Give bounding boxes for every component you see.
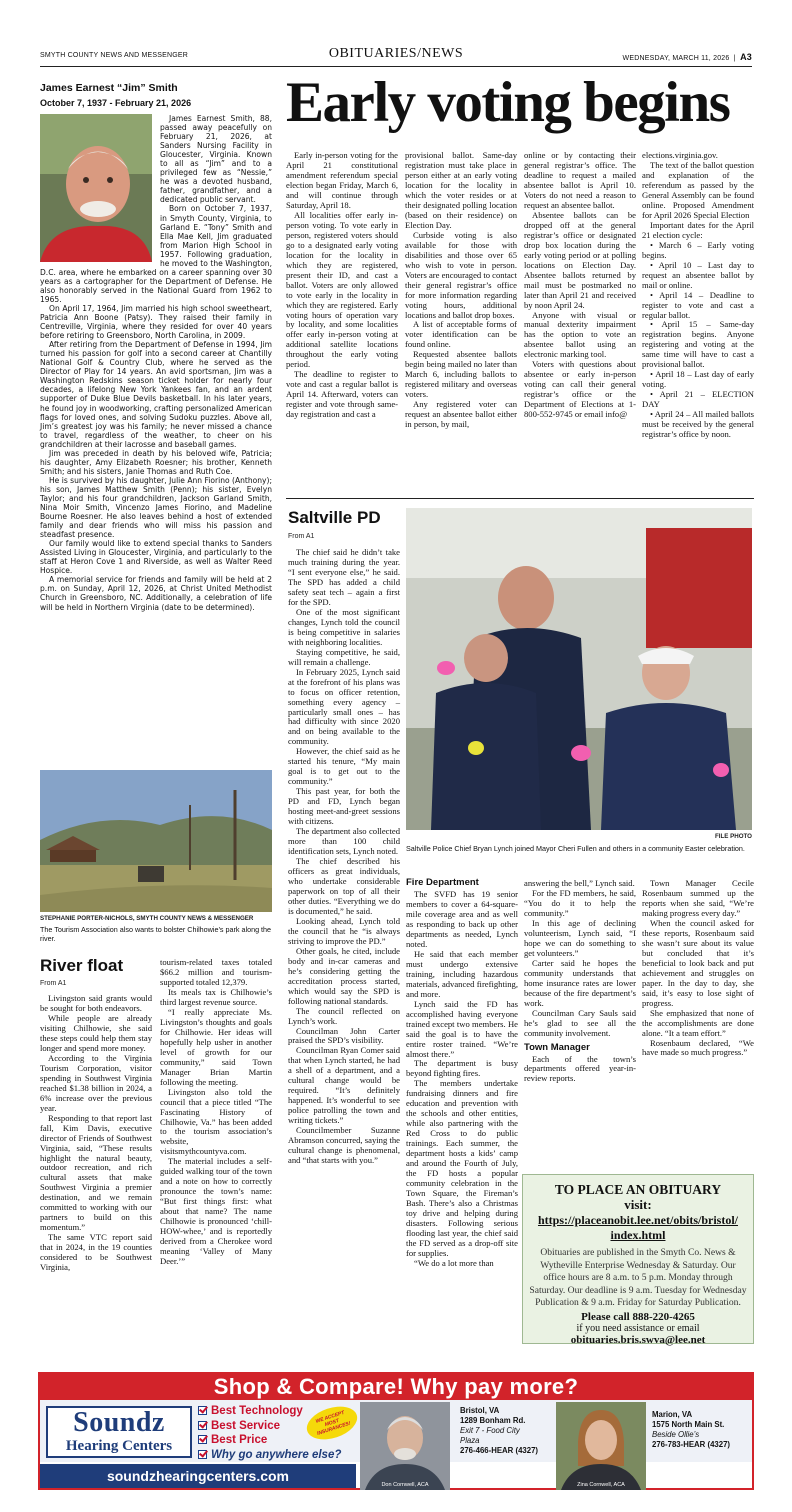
- river-float-headline: River float: [40, 956, 124, 975]
- river-paragraph: The same VTC report said that in 2024, in the 19 counties considered to be Southwest Virginia,: [40, 1232, 152, 1273]
- saltville-paragraph: The SVFD has 19 senior members to cover a 64-square-mile coverage area and as well as responding to back up other departments as needed, Lynch noted.: [406, 889, 518, 949]
- river-col-2: [160, 958, 272, 1267]
- bullet-text: Why go anywhere else?: [211, 1448, 342, 1461]
- park-image: [40, 770, 272, 912]
- saltville-headline: Saltville PD: [288, 508, 381, 527]
- page-folio: WEDNESDAY, MARCH 11, 2026 | A3: [622, 52, 752, 62]
- bristol-note: Exit 7 - Food City: [460, 1426, 520, 1435]
- obit-dates: October 7, 1937 - February 21, 2026: [40, 98, 192, 108]
- voting-paragraph: The text of the ballot question and explanation of the referendum as passed by the General Assembly can be found online. Proposed Amendment for April 2026 Special Election: [642, 159, 754, 220]
- bristol-note: Plaza: [460, 1436, 480, 1445]
- voting-paragraph: Requested absentee ballots begin being mailed no later than March 6, including ballots to registered military and overseas voters.: [405, 349, 517, 400]
- saltville-col-3: [524, 879, 636, 1084]
- insurance-badge: WE ACCEPT MOST INSURANCES!: [303, 1401, 362, 1446]
- marion-address: 1575 North Main St.: [652, 1420, 725, 1429]
- voting-paragraph: Early in-person voting for the April 21 constitutional amendment referendum special election began Friday, March 6, and will continue through Saturday, April 18.: [286, 150, 398, 210]
- saltville-photo: [406, 508, 752, 830]
- ad-banner: Shop & Compare! Why pay more?: [40, 1374, 752, 1400]
- zina-portrait: [556, 1402, 646, 1490]
- saltville-paragraph: The council reflected on Lynch’s work.: [288, 1005, 400, 1026]
- saltville-paragraph: Councilman Ryan Comer said that when Lynch started, he had a shell of a department, and a cultural change would be required. “It’s definitely happened. It’s wonderful to see police patrolling the town and writing tickets.”: [288, 1045, 400, 1126]
- zina-name: Zina Cornwell, ACA: [577, 1482, 625, 1488]
- fire-department-heading: Fire Department: [406, 877, 479, 888]
- paper-name: SMYTH COUNTY NEWS AND MESSENGER: [40, 52, 189, 59]
- saltville-paragraph: Staying competitive, he said, will remain a challenge.: [288, 646, 400, 667]
- river-paragraph: The material includes a self-guided walking tour of the town and a note on how to correctly pronounce the town’s name: “But first things first: what about that name? The name Chilhowie is pronounced ‘chill-HOW-whee,’ and is reportedly derived from a Cherokee word meaning ‘Valley of Many Deer.’”: [160, 1156, 272, 1267]
- river-paragraph: tourism-related taxes totaled $66.2 million and tourism-supported totaled 12,379.: [160, 957, 272, 987]
- don-name: Don Cornwell, ACA: [381, 1482, 429, 1488]
- saltville-caption: Saltville Police Chief Bryan Lynch joined Mayor Cheri Fullen and others in a community Easter celebration.: [406, 844, 745, 853]
- voting-paragraph: Absentee ballots can be dropped off at the general registrar’s office or designated drop box location during the early voting period or at polling locations on Election Day. Absentee ballots returned by mail must be postmarked no later than April 21 and received by noon April 24.: [524, 209, 636, 310]
- bullet-text: Best Price: [211, 1434, 268, 1446]
- voting-paragraph: • April 14 – Deadline to register to vote and cast a regular ballot.: [642, 289, 754, 320]
- issue-date: WEDNESDAY, MARCH 11, 2026: [622, 55, 730, 62]
- obit-box-link[interactable]: https://placeanobit.lee.net/obits/bristol/index.html: [537, 1213, 738, 1243]
- river-paragraph: Livingston said grants would be sought for both endeavors.: [40, 993, 152, 1013]
- obit-paragraph: A memorial service for friends and family will be held at 2 p.m. on Sunday, April 12, 2026, at Christ United Methodist Church in Greensboro, NC. Additionally, a celebration of life will be held in Northern Virginia (date to be determined).: [40, 575, 272, 612]
- saltville-paragraph: Carter said he hopes the community understands that home insurance rates are lower because of the fire department’s work.: [524, 957, 636, 1008]
- town-manager-heading: Town Manager: [524, 1041, 590, 1053]
- checkbox-icon: [198, 1406, 207, 1415]
- voting-paragraph: • April 24 – All mailed ballots must be received by the general registrar’s office by noon.: [642, 409, 754, 440]
- saltville-col-1: [288, 548, 400, 1166]
- saltville-paragraph: Councilmember Suzanne Abramson concurred, saying the cultural change is phenomenal, and “that starts with you.”: [288, 1125, 400, 1166]
- saltville-paragraph: He said that each member must undergo extensive training, including hazardous materials, advanced firefighting, and more.: [406, 948, 518, 999]
- voting-paragraph: elections.virginia.gov.: [642, 150, 718, 160]
- obit-box-assist: if you need assistance or email: [576, 1322, 700, 1334]
- saltville-paragraph: For the FD members, he said, “You do it to help the community.”: [524, 887, 636, 918]
- saltville-paragraph: answering the bell,” Lynch said.: [524, 878, 635, 888]
- marion-location: [652, 1410, 730, 1450]
- obit-paragraph: On April 17, 1964, Jim married his high school sweetheart, Patricia Ann Boone (Patsy). They raised their family in Centreville, Virginia, where they resided for over 40 years before retiring to Greensboro, North Carolina, in 2009.: [40, 303, 272, 341]
- easter-photo-image: [406, 508, 752, 830]
- voting-col-2: [405, 151, 517, 430]
- saltville-col-4: [642, 879, 754, 1058]
- saltville-paragraph: However, the chief said as he started his tenure, “My main goal is to get out to the community.”: [288, 746, 400, 787]
- marion-phone: 276-783-HEAR (4327): [652, 1440, 731, 1449]
- obit-paragraph: Our family would like to extend special thanks to Sanders Assisted Living in Gloucester, Virginia, and particularly to the staff at Heron Cove 1 and Riverside, as well as Walter Reed Hospice.: [40, 539, 272, 576]
- obituary: [40, 82, 272, 612]
- logo-subtitle: Hearing Centers: [65, 1438, 173, 1454]
- river-float-from: From A1: [40, 980, 67, 987]
- voting-bottom-rule: [286, 498, 754, 499]
- saltville-paragraph: Each of the town’s departments offered year-in-review reports.: [524, 1053, 636, 1084]
- river-paragraph: According to the Virginia Tourism Corporation, visitor spending in Southwest Virginia reached $1.38 billion in 2024, a 6% increase over the previous year.: [40, 1052, 152, 1113]
- saltville-paragraph: The department also collected more than 100 child identification sets, Lynch noted.: [288, 826, 400, 857]
- voting-paragraph: • April 18 – Last day of early voting.: [642, 369, 754, 390]
- logo-brand: Soundz: [73, 1407, 165, 1438]
- soundz-logo: [46, 1406, 192, 1458]
- don-photo: [360, 1402, 450, 1490]
- soundz-ad: [38, 1372, 754, 1490]
- voting-col-3: [524, 151, 636, 420]
- river-paragraph: While people are already visiting Chilhowie, she said these steps could help them stay longer and spend more money.: [40, 1012, 152, 1053]
- obit-box-phone: Please call 888-220-4265: [581, 1310, 695, 1323]
- saltville-paragraph: The chief said he didn’t take much training during the year. “I sent everyone else,” he said. The SPD has added a child safety seat tech – again a first for the SPD.: [288, 547, 400, 607]
- river-paragraph: “I really appreciate Ms. Livingston’s thoughts and goals for Chilhowie. Her ideas will hopefully help usher in another level of growth for our community,” said Town Manager Brian Martin following the meeting.: [160, 1006, 272, 1087]
- header-rule: [40, 66, 752, 67]
- bristol-address: 1289 Bonham Rd.: [460, 1416, 526, 1425]
- portrait-image: [40, 114, 152, 262]
- voting-paragraph: Voters with questions about absentee or early in-person voting can call their general registrar’s office or the Department of Elections at 1-800-552-9745 or email info@: [524, 359, 636, 420]
- bullet-text: Best Service: [211, 1419, 281, 1432]
- river-paragraph: Livingston also told the council that a piece titled “The Fascinating History of Chilhowie, Va.” has been added to the tourism association’s website, visitsmythcountyva.com.: [160, 1086, 272, 1157]
- saltville-paragraph: Town Manager Cecile Rosenbaum summed up the reports when she said, “We’re making progress every day.”: [642, 878, 754, 918]
- saltville-paragraph: She emphasized that none of the accomplishments are done alone. “It a team effort.”: [642, 1007, 754, 1038]
- obit-box-title: TO PLACE AN OBITUARY: [554, 1182, 722, 1197]
- voting-paragraph: Curbside voting is also available for those with disabilities and those over 65 who wish to vote in person. Voters are encouraged to contact their general registrar’s office for more information regarding voting hours, additional locations and ballot drop boxes.: [405, 229, 517, 320]
- voting-paragraph: • April 15 – Same-day registration begins. Anyone registering and voting at the same time will have to cast a provisional ballot.: [642, 319, 754, 370]
- checkbox-icon: [198, 1450, 207, 1459]
- saltville-paragraph: When the council asked for these reports, Rosenbaum said she wasn’t sure about its value but concluded that it’s beneficial to look back and put achievement and struggles on paper. In the day to day, she said, it’s easy to lose sight of progress.: [642, 917, 754, 1008]
- river-paragraph: Responding to that report last fall, Kim Davis, executive director of Friends of Southwest Virginia, said, “These results highlight the natural beauty, outdoor recreation, and rich cultural assets that make Southwest Virginia a premier destination, and we remain committed to working with our partners to build on this momentum.”: [40, 1112, 152, 1233]
- voting-paragraph: • April 10 – Last day to request an absentee ballot by mail or online.: [642, 259, 754, 290]
- saltville-paragraph: Looking ahead, Lynch told the council that he “is always striving to improve the PD.”: [288, 915, 400, 946]
- saltville-paragraph: The chief described his officers as great individuals, who undertake considerable paperwork on top of all their other duties. “Everything we do is documented,” he said.: [288, 856, 400, 916]
- ad-website[interactable]: soundzhearingcenters.com: [40, 1464, 356, 1488]
- saltville-paragraph: This past year, for both the PD and FD, Lynch began hosting meet-and-greet sessions with citizens.: [288, 786, 400, 827]
- voting-paragraph: The deadline to register to vote and cast a regular ballot is April 14. Afterward, voters can register and vote through same-day registration and cast a: [286, 369, 398, 420]
- saltville-paragraph: Councilman Cary Sauls said he’s glad to see all the community involvement.: [524, 1007, 636, 1038]
- obit-box-email[interactable]: obituaries.bris.swva@lee.net: [570, 1333, 706, 1346]
- voting-paragraph: Important dates for the April 21 election cycle:: [642, 219, 754, 240]
- saltville-from: From A1: [288, 533, 315, 540]
- section-title: OBITUARIES/NEWS: [328, 46, 464, 61]
- bristol-phone: 276-466-HEAR (4327): [460, 1446, 539, 1455]
- saltville-paragraph: Councilman John Carter praised the SPD’s visibility.: [288, 1025, 400, 1046]
- voting-paragraph: online or by contacting their general registrar’s office. The deadline to request a mailed absentee ballot is April 10. Voters do not need a reason to request an absentee ballot.: [524, 150, 636, 210]
- voting-paragraph: • March 6 – Early voting begins.: [642, 239, 754, 260]
- saltville-paragraph: Lynch said the FD has accomplished having everyone trained except two members. He said the goal is to have the entire roster trained. “We’re almost there.”: [406, 998, 518, 1059]
- obit-paragraph: After retiring from the Department of Defense in 1994, Jim turned his passion for golf into a second career at Chantilly National Golf & Country Club, where he served as the Director of Play for 14 years. An avid sportsman, Jim was a Washington Redskins season ticket holder for nearly four decades, a lifelong New York Yankees fan, and an ardent supporter of Duke Blue Devils basketball. In his later years, he found joy in woodworking, crafting personalized American flags for loved ones, and solving Sudoku puzzles. Above all, Jim’s greatest joy was his family; he never missed a chance to travel, regardless of the weather, to cheer on his grandchildren at their lacrosse and baseball games.: [40, 340, 272, 449]
- saltville-paragraph: The department is busy beyond fighting fires.: [406, 1058, 518, 1079]
- early-voting-headline: Early voting begins: [286, 71, 730, 134]
- saltville-paragraph: In February 2025, Lynch said at the forefront of his plans was to focus on officer retention, something every agency – particularly small ones – has had difficulty with since 2020 and on being available to the community.: [288, 666, 400, 747]
- obit-paragraph: Born on October 7, 1937, in Smyth County, Virginia, to Garland E. “Tony” Smith and Ella Mae Kell, Jim graduated from Marion High School in 1957. Following graduation, he moved to the Washington, D.C. area, where he embarked on a career spanning over 30 years as a cartographer for the Department of Defense. He also honorably served in the National Guard from 1962 to 1965.: [40, 204, 272, 304]
- voting-col-1: [286, 151, 398, 420]
- saltville-paragraph: One of the most significant changes, Lynch told the council is being competitive in salaries with neighboring localities.: [288, 606, 400, 647]
- saltville-paragraph: “We do a lot more than: [414, 1257, 494, 1268]
- saltville-col-2: [406, 874, 518, 1269]
- river-park-photo: [40, 770, 272, 912]
- river-col-1: [40, 994, 152, 1273]
- obit-portrait: [40, 114, 152, 262]
- saltville-paragraph: The members undertake fundraising dinners and fire education and prevention with the schools and other entities, while also partnering with the Red Cross to do public trainings. Each summer, the department hosts a kids’ camp and around the Fourth of July, the FD hosts a popular community celebration in the Town Square, the Fireman’s Bash. There’s also a Christmas toy drive and helping during disasters. Following serious flooding last year, the chief said the FD served as a drop-off site for supplies.: [406, 1078, 518, 1258]
- bullet-text: Best Technology: [211, 1405, 303, 1417]
- saltville-paragraph: In this age of declining volunteerism, Lynch said, “I hope we can do something to get volunteers.”: [524, 917, 636, 958]
- voting-col-4: [642, 151, 754, 440]
- river-photo-credit: STEPHANIE PORTER-NICHOLS, SMYTH COUNTY NEWS & MESSENGER: [40, 915, 254, 922]
- marion-city: Marion, VA: [652, 1410, 693, 1419]
- place-obituary-box: [522, 1174, 754, 1344]
- checkbox-icon: [198, 1435, 207, 1444]
- obit-box-visit: visit:: [624, 1196, 652, 1212]
- checkbox-icon: [198, 1421, 207, 1430]
- marion-note: Beside Ollie’s: [652, 1430, 700, 1439]
- page-number: A3: [740, 52, 752, 62]
- voting-paragraph: Anyone with visual or manual dexterity impairment has the option to vote an absentee ballot using an electronic marking tool.: [524, 309, 636, 360]
- bristol-location: [460, 1406, 538, 1456]
- saltville-paragraph: Rosenbaum declared, “We have made so much progress.”: [642, 1037, 754, 1058]
- voting-paragraph: provisional ballot. Same-day registration must take place in person either at an early voting location for the locality in which the voter resides or at their designated polling location (based on their residence) on Election Day.: [405, 150, 517, 230]
- bullet-why: [198, 1448, 341, 1463]
- obit-paragraph: He is survived by his daughter, Julie Ann Fiorino (Anthony); his son, James Matthew Smith (Penn); his sister, Evelyn Taylor; and his four grandchildren, Jackson Garland Smith, Nina Moir Smith, Vincenzo James Fiorino, and Madeline Bourne Roesner. He also leaves behind a host of extended family and dear friends who will miss his passion and steadfast presence.: [40, 475, 272, 540]
- voting-paragraph: All localities offer early in-person voting. To vote early in person, registered voters should go to a designated early voting location for the locality in which they are registered, present their ID, and cast a ballot. Voters are only allowed to vote early in the locality in which they are registered. Early voting hours of operation vary by locality, and some localities offer early in-person voting at additional satellite locations throughout the early voting period.: [286, 209, 398, 370]
- saltville-paragraph: Other goals, he cited, include body and in-car cameras and he’s considering getting the accreditation process started, which would say the SPD is following national standards.: [288, 945, 400, 1006]
- voting-paragraph: A list of acceptable forms of voter identification can be found online.: [405, 319, 517, 350]
- don-portrait: [360, 1402, 450, 1490]
- voting-paragraph: • April 21 – ELECTION DAY: [642, 389, 754, 410]
- bristol-city: Bristol, VA: [460, 1406, 500, 1415]
- obit-paragraph: James Earnest Smith, 88, passed away peacefully on February 21, 2026, at Sanders Nursing Facility in Gloucester, Virginia. Known to all as “Jim” and to a privileged few as “Nessie,” he was a devoted husband, father, grandfather, and a dedicated public servant.: [160, 114, 272, 205]
- river-photo-caption: The Tourism Association also wants to bolster Chilhowie’s park along the river.: [40, 925, 272, 943]
- river-paragraph: Its meals tax is Chilhowie’s third largest revenue source.: [160, 986, 272, 1007]
- zina-photo: [556, 1402, 646, 1490]
- obit-name: James Earnest “Jim” Smith: [40, 82, 178, 94]
- saltville-photo-credit: FILE PHOTO: [714, 833, 752, 840]
- voting-paragraph: Any registered voter can request an absentee ballot either in person, by mail,: [405, 399, 517, 430]
- obit-paragraph: Jim was preceded in death by his beloved wife, Patricia; his daughter, Amy Elizabeth Roesner; his brother, Kenneth Smith; and his sisters, Janie Thomas and Ruth Coe.: [40, 448, 272, 476]
- obit-box-body: Obituaries are published in the Smyth Co. News & Wytheville Enterprise Wednesday & Saturday. Our office hours are 8 a.m. to 5 p.m. Monday through Saturday. Our deadline is 9 a.m. Tuesday for Wednesday Publication & 9 a.m. Friday for Saturday Publication.: [529, 1247, 747, 1309]
